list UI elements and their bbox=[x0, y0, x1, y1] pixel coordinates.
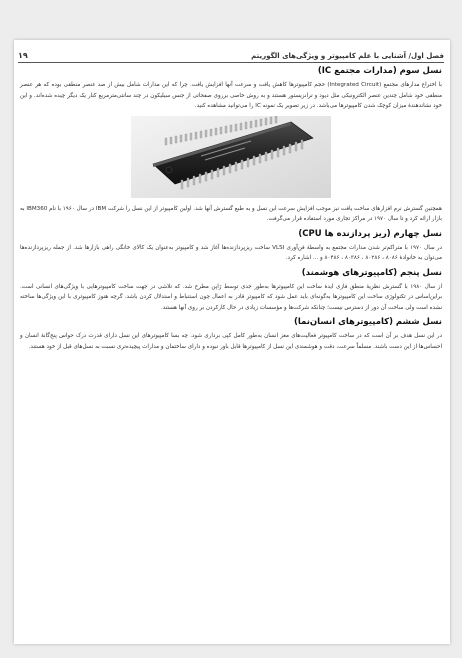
section-heading: نسل پنجم (کامپیوترهای هوشمند) bbox=[301, 267, 442, 278]
section-fifth-generation bbox=[20, 268, 442, 314]
page-number: ۱۹ bbox=[18, 51, 28, 60]
section-paragraph: همچنین گسترش نرم افزارهای ساخت یافت نیز موجب افزایش سرعت این نسل و به طبع گسترش آنها شد. اولین کامپیوتر از این نسل را شرکت IBM در سال ۱۹۶۰ با نام IBM360 به بازار ارائه کرد و تا سال ۱۹۷۰ در مراکز تجاری مورد استفاده قرار می‌گرفت. bbox=[20, 205, 442, 222]
section-third-generation bbox=[20, 66, 442, 112]
section-paragraph: با اختراع مدارهای مجتمع (Integrated Circuit) حجم کامپیوترها کاهش یافت و سرعت آنها افزایش یافت. چرا که این مدارات شامل بیش از صد عنصر منطقی بوده که هر عنصر منطقی خود شامل چندین عنصر الکترونیکی مثل دیود و ترانزیستور هستند و به روش خاصی برروی صفحاتی از جنس سیلیکون در چند سانتی‌مترمربع کنار یک دیگر چیده شده‌اند. و این خود نشاندهندهٔ میزان کوچک شدن کامپیوترها می‌باشد. در زیر تصویر یک نمونه IC را می‌توانید مشاهده کنید. bbox=[20, 82, 442, 109]
running-header bbox=[18, 47, 444, 63]
section-paragraph: در سال ۱۹۷۰ با متراکم‌تر شدن مدارات مجتمع به واسطهٔ فن‌آوری VLSI ساخت ریزپردازنده‌ها آغاز شد و کامپیوتر به‌عنوان یک کالای خانگی راهی بازارها شد. از جمله ریزپردازنده‌ها می‌توان به خانوادهٔ ۸۰۸۶ ، ۸۰۲۸۶ ، ۸۰۳۸۶ ، ۸۰۴۸۶ و ... اشاره کرد. bbox=[20, 244, 442, 261]
section-fourth-generation bbox=[20, 229, 442, 264]
ic-chip-image bbox=[131, 116, 331, 198]
section-paragraph: از سال ۱۹۸۰ با گسترش نظریهٔ منطق فازی ایدهٔ ساخت این کامپیوترها به‌طور جدی توسط ژاپن مطرح شد. که تلاشی در جهت ساخت کامپیوترهایی با ویژگی‌های انسانی است. براین‌اساس در تکنولوژی ساخت این کامپیوترها به‌گونه‌ای باید عمل شود که کامپیوتر قادر به اعمال چون استنباط و استدلال کردن باشد. گرچه هنوز کامپیوتری با این ویژگی‌ها ساخته نشده است ولی ساخت آن دور از دسترس نیست؛ چنانکه شرکت‌ها و مؤسسات زیادی در حال کارکردن بر روی آنها هستند. bbox=[20, 283, 442, 311]
section-third-generation-continued bbox=[20, 204, 442, 225]
section-paragraph: در این نسل هدف بر آن است که در ساخت کامپیوتر فعالیت‌های مغز انسان به‌طور کامل کپی برداری شود. چه بسا کامپیوترهای این نسل دارای قدرت درک حواس پنج‌گانهٔ انسان و احساس‌ها از این دست باشند. مسلماً سرعت، دقت و هوشمندی این نسل از کامپیوترها قابل باور نبوده و دارای ساختمان و مدارات پیچیده‌تری نسبت به نسل‌های قبل از خود هستند. bbox=[20, 333, 442, 350]
chapter-title: فصل اول/ آشنایی با علم کامپیوتر و ویژگی‌های الگوریتم bbox=[251, 52, 444, 60]
section-heading: نسل سوم (مدارات مجتمع IC) bbox=[317, 66, 442, 76]
section-heading: نسل ششم (کامپیوترهای انسان‌نما) bbox=[293, 317, 442, 327]
ic-chip-figure bbox=[20, 116, 442, 198]
section-heading: نسل چهارم (ریز پردازنده ها CPU) bbox=[298, 228, 442, 239]
page-content bbox=[20, 66, 442, 356]
section-sixth-generation bbox=[20, 317, 442, 352]
